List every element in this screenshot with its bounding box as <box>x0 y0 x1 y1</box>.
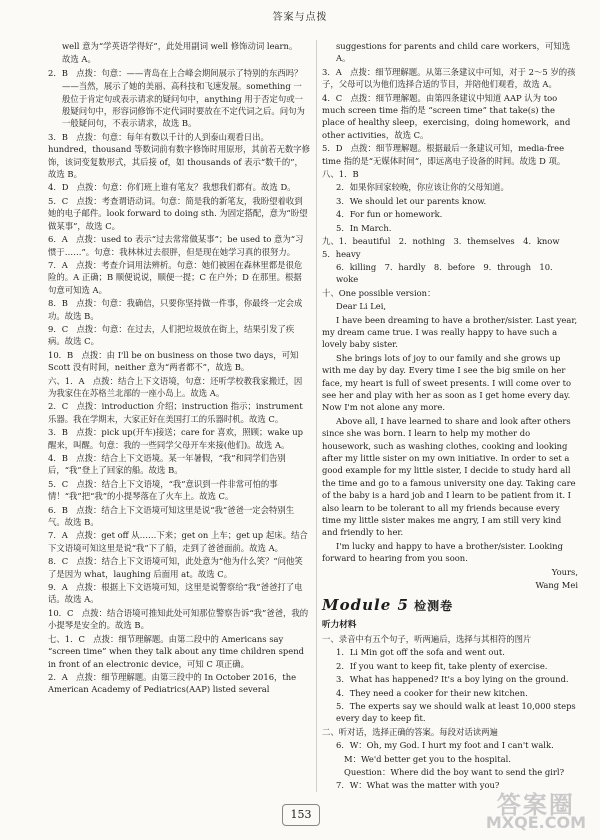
text-line: 2．If you want to keep fit, take plenty of exercise. <box>336 660 548 671</box>
module-title <box>322 595 578 616</box>
text-line: She brings lots of joy to our family and she grows up with me day by day. Every time I see the big smile on her face, my heart is full of sweet presents. I will come over to see her and play with her as soon as I get home every day. Now I'm not alone any more. <box>322 352 572 413</box>
text-line: 4．D 点拨：句意：你们班上谁有笔友？我想我们都有。故选 D。 <box>48 182 296 193</box>
text-line: 二、听对话，选择正确的答案。每段对话读两遍 <box>322 726 498 737</box>
text-line: ——当然，展示了她的美丽、高科技和飞速发展。something 一般位于肯定句或表示请求的疑问句中，anything 用于否定句或一般疑问句中，形容词修饰不定代词时要放在不定代词之后。问句为一般疑问句，不表示请求，故选 B。 <box>62 81 305 129</box>
text-line: 5．D 点拨：细节理解题。根据最后一条建议可知，media-free time 指的是“无媒体时间”，即远离电子设备的时间。故选 D 项。 <box>322 143 566 166</box>
text-line: 六、1．A 点拨：结合上下文语境，句意：还听学校教我家搬迁，因为我家住在苏格兰北部的一座小岛上。故选 A。 <box>48 375 303 398</box>
text-line: 3．B 点拨：句意：每年有数以千计的人到泰山观看日出。hundred，thousand 等数词前有数字修饰时用原形，其前若无数字修饰，该词变复数形式，其后接 of，如 thousands of 表示“数千的”，故选 B。 <box>48 131 311 180</box>
text-line: 9．C 点拨：句意：在过去，人们把垃圾放在街上，结果引发了疾病。故选 C。 <box>48 323 295 347</box>
text-line: 一、录音中有五个句子，听两遍后，选择与其相符的图片 <box>322 633 532 644</box>
text-line: 七、1．C 点拨：细节理解题。由第二段中的 Americans say “screen time” when they talk about any time children spend in front of an electronic device，可知 C 项正确。 <box>48 633 304 669</box>
text-line: 3．We should let our parents know. <box>336 195 487 206</box>
text-line: 1．Li Min got off the sofa and went out. <box>336 647 505 658</box>
text-line: 6．B 点拨：结合上下文语境可知这里是说“我”爸爸一定会特别生气。故选 B。 <box>48 504 295 528</box>
text-line: 8．C 点拨：结合上下文语境可知，此处意为“他为什么笑？”问他笑了是因为 what，laughing 后面用 at。故选 C。 <box>48 556 303 579</box>
text-line: 4．They need a cooker for their new kitchen. <box>336 687 528 698</box>
answers-right <box>322 40 578 591</box>
text-line: 3．A 点拨：细节理解题。从第三条建议中可知，对于 2～5 岁的孩子，父母可以为他们选择合适的节目，并陪他们观看，故选 A。 <box>322 66 576 90</box>
text-line: 4．For fun or homework. <box>336 209 443 220</box>
page-header: 答案与点拨 <box>272 12 328 23</box>
module-name: Module 5 <box>322 596 409 615</box>
text-line: 7．A 点拨：考查介词用法辨析。句意：她们被困在森林里都是很危险的。A 正确；B 顺便说说，顺便一提；C 在户外；D 在那里。根据句意可知选 A。 <box>48 259 303 295</box>
text-line: 5．In March. <box>336 222 392 233</box>
column-divider <box>316 40 317 792</box>
text-line: 3．B 点拨：pick up(开车)接送；care for 喜欢，照顾；wake up 醒来，叫醒。句意：我的一些同学父母开车来接(他们)。故选 A。 <box>48 427 303 450</box>
text-line: M：We'd better get you to the hospital. <box>344 753 511 764</box>
text-line: 2．C 点拨：introduction 介绍；instruction 指示；instrument 乐器。我在学期末，大家正好在美国打工的乐器时机。故选 C。 <box>48 401 303 424</box>
text-line: Dear Li Lei, <box>336 301 387 312</box>
right-column <box>322 40 578 793</box>
text-line: 八、1．B <box>322 169 359 180</box>
text-line: 8．B 点拨：句意：我确信，只要你坚持做一件事，你最终一定会成功。故选 B。 <box>48 298 303 321</box>
watermark-url: MXQE.COM <box>485 813 586 832</box>
text-line: 4．B 点拨：结合上下文语境。某一年暑假，“我”和同学们告别后，“我”登上了回家的船。故选 B。 <box>48 453 286 476</box>
text-line: 7．A 点拨：get off 从……下来；get on 上车；get up 起床。结合下文语境可知这里是说“我”下了船，走到了爸爸面前。故选 A。 <box>48 530 308 553</box>
text-line: I'm lucky and happy to have a brother/sister. Looking forward to hearing from you soon. <box>322 540 563 564</box>
watermark-logo <box>485 791 586 832</box>
text-line: 九、1．beautiful 2．nothing 3．themselves 4．know 5．heavy <box>322 236 568 259</box>
text-line: Question：Where did the boy want to send the girl? <box>344 766 565 777</box>
text-line: 2．如果你回家较晚，你应该让你的父母知道。 <box>336 182 509 193</box>
text-line: 5．C 点拨：考查谓语动词。句意：简是我的新笔友，我盼望着收到她的电子邮件。look forward to doing sth. 为固定搭配，意为“盼望做某事”，故选 C。 <box>48 195 308 231</box>
module-tag: 检测卷 <box>414 599 454 614</box>
text-line: 2．B 点拨：句意：——青岛在上合峰会期间展示了特别的东西吗？ <box>48 67 303 78</box>
text-line: Yours, <box>551 566 578 577</box>
page-number: 153 <box>282 804 320 826</box>
text-line: 十、One possible version： <box>322 287 436 298</box>
text-line: suggestions for parents and child care workers，可知选 A。 <box>336 41 571 64</box>
text-line: 6．W：Oh, my God. I hurt my foot and I can't walk. <box>336 740 554 751</box>
text-line: well 意为“学英语学得好”，此处用副词 well 修饰动词 learn。 <box>62 41 298 51</box>
text-line: 故选 A。 <box>62 54 96 65</box>
text-line: Above all, I have learned to share and look after others since she was born. I learn to help my mother do housework, such as washing clothes, cooking and looking after my little sister on my own initiative. In order to set a good example for my little sister, I decide to study hard all the time and go to a famous university one day. Taking care of the baby is a hard job and I learn to be patient from it. I also learn to be tolerant to all my friends because every time my little sister makes me angry, I am still very kind and friendly to her. <box>322 415 576 538</box>
text-line: 10．B 点拨：由 I'll be on business on those two days，可知 Scott 没有时间，neither 意为“两者都不”，故选 B。 <box>48 349 299 373</box>
text-line: 5．The experts say we should walk at least 10,000 steps every day to keep fit. <box>336 700 576 724</box>
text-line: 6．killing 7．hardly 8．before 9．through 10．woke <box>336 261 559 285</box>
text-line: 9．A 点拨：根据上下文语境可知，这里是说警察给“我”爸爸打了电话。故选 A。 <box>48 582 303 605</box>
watermark-text: 答案圈 <box>496 791 575 819</box>
left-column <box>48 40 310 697</box>
text-line: 2．A 点拨：细节理解题。由第三段中的 In October 2016，the American Academy of Pediatrics(AAP) listed several <box>48 671 297 695</box>
text-line: Wang Mei <box>535 580 578 591</box>
text-line: 4．C 点拨：细节理解题。由第四条建议中知道 AAP 认为 too much screen time 指的是 “screen time” that take(s) the place of healthy sleep，exercising，doing homework，and other activities，故选 C。 <box>322 92 571 140</box>
text-line: 听力材料 <box>322 620 357 631</box>
text-line: 3．What has happened? It's a boy lying on the ground. <box>336 674 569 685</box>
text-line: 6．A 点拨：used to 表示“过去常常做某事”；be used to 意为“习惯于……”。句意：我林林过去很胖，但是现在她学习真的很努力。 <box>48 234 304 257</box>
text-line: 5．C 点拨：结合上下文语境，“我”意识到一件非常可怕的事情！“我”把“我”的小提琴落在了火车上。故选 C。 <box>48 478 278 502</box>
text-line: I have been dreaming to have a brother/sister. Last year, my dream came true. I was really happy to have such a lovely baby sister. <box>322 314 578 350</box>
listening-section <box>322 619 578 791</box>
text-line: 7．W：What was the matter with you? <box>336 780 500 791</box>
text-line: 10．C 点拨：结合语境可推知此处可知那位警察告诉“我”爸爸，我的小提琴是安全的。故选 B。 <box>48 607 309 631</box>
